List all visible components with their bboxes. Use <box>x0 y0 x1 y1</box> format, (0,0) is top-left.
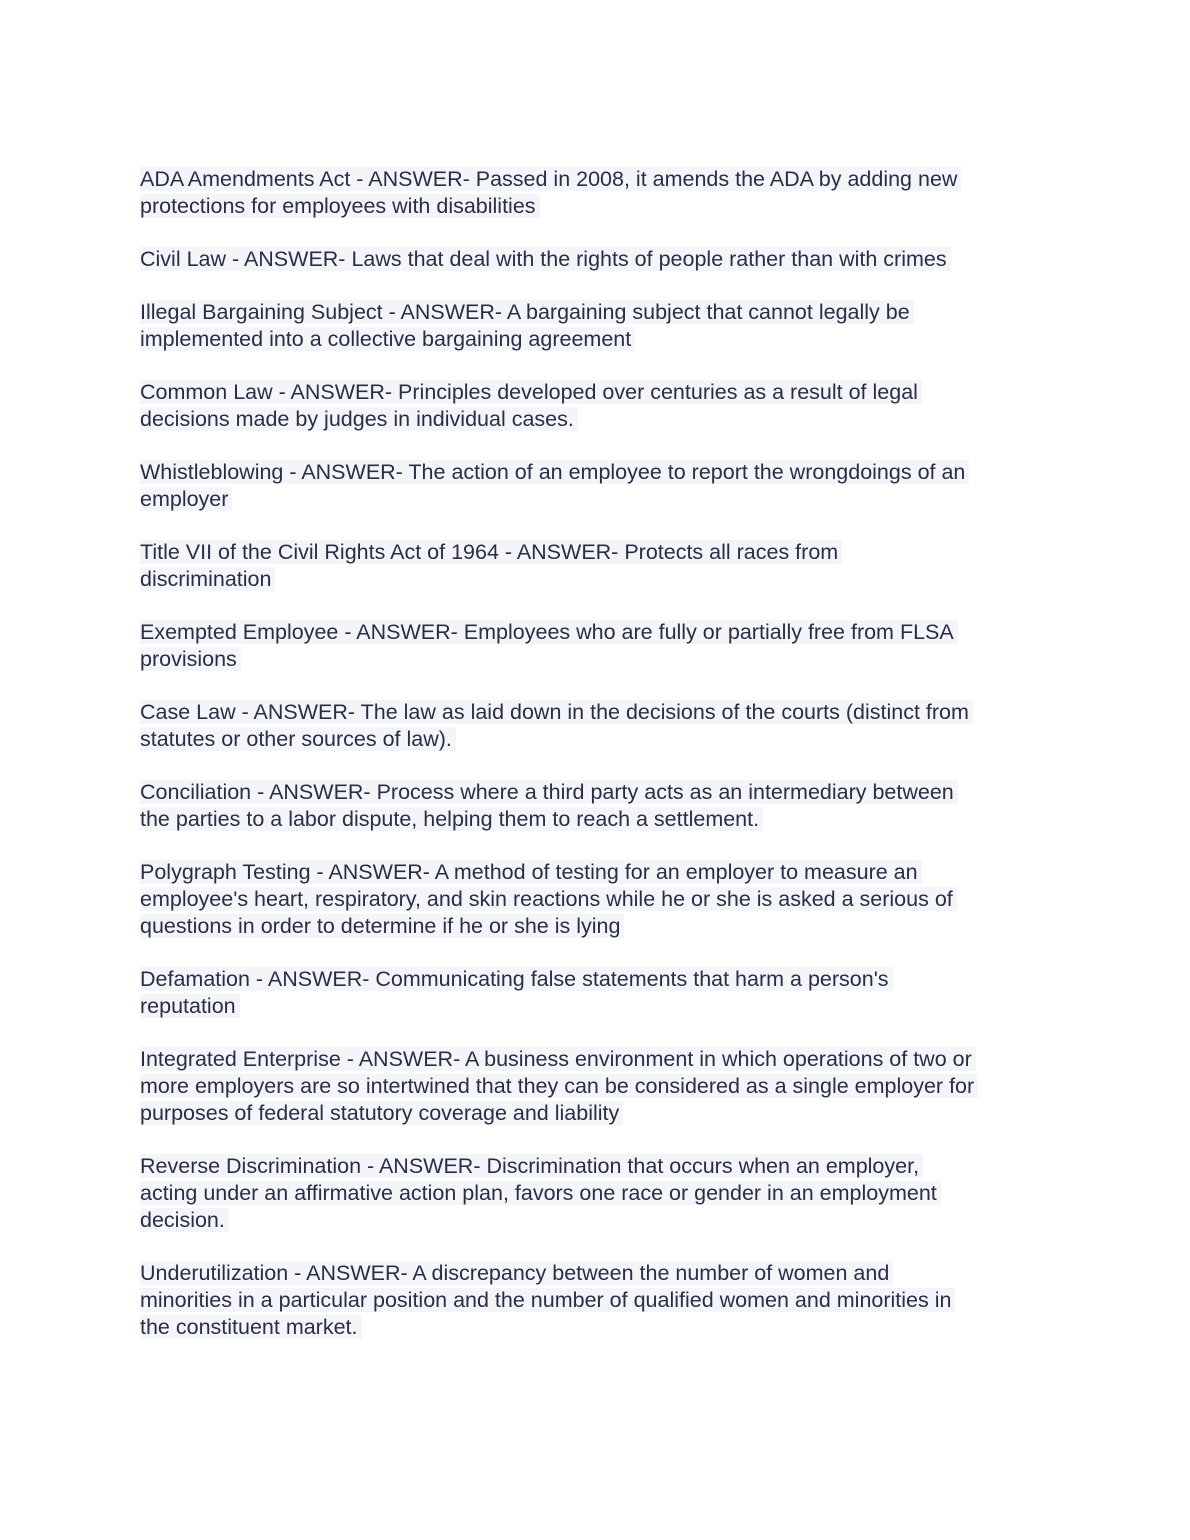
entry-line: acting under an affirmative action plan, favors one race or gender in an employment <box>140 1180 1060 1207</box>
entry-conciliation <box>140 779 1060 833</box>
entry-line: Integrated Enterprise - ANSWER- A business environment in which operations of two or <box>140 1046 1060 1073</box>
entry-ada-amendments-act <box>140 166 1060 220</box>
entry-underutilization <box>140 1260 1060 1341</box>
entry-integrated-enterprise <box>140 1046 1060 1127</box>
entry-line: Reverse Discrimination - ANSWER- Discrimination that occurs when an employer, <box>140 1153 1060 1180</box>
entry-defamation <box>140 966 1060 1020</box>
entry-illegal-bargaining-subject <box>140 299 1060 353</box>
flashcard-list <box>140 166 1060 1367</box>
entry-line: protections for employees with disabilities <box>140 193 1060 220</box>
entry-line: statutes or other sources of law). <box>140 726 1060 753</box>
entry-polygraph-testing <box>140 859 1060 940</box>
entry-line: reputation <box>140 993 1060 1020</box>
entry-line: ADA Amendments Act - ANSWER- Passed in 2008, it amends the ADA by adding new <box>140 166 1060 193</box>
entry-line: Polygraph Testing - ANSWER- A method of testing for an employer to measure an <box>140 859 1060 886</box>
entry-line: Case Law - ANSWER- The law as laid down in the decisions of the courts (distinct from <box>140 699 1060 726</box>
entry-case-law <box>140 699 1060 753</box>
entry-line: Whistleblowing - ANSWER- The action of an employee to report the wrongdoings of an <box>140 459 1060 486</box>
entry-line: the constituent market. <box>140 1314 1060 1341</box>
entry-line: decision. <box>140 1207 1060 1234</box>
entry-line: Illegal Bargaining Subject - ANSWER- A bargaining subject that cannot legally be <box>140 299 1060 326</box>
entry-line: employee's heart, respiratory, and skin reactions while he or she is asked a serious of <box>140 886 1060 913</box>
entry-line: decisions made by judges in individual cases. <box>140 406 1060 433</box>
entry-line: Conciliation - ANSWER- Process where a third party acts as an intermediary between <box>140 779 1060 806</box>
entry-common-law <box>140 379 1060 433</box>
entry-whistleblowing <box>140 459 1060 513</box>
entry-line: provisions <box>140 646 1060 673</box>
entry-line: purposes of federal statutory coverage and liability <box>140 1100 1060 1127</box>
entry-line: questions in order to determine if he or she is lying <box>140 913 1060 940</box>
entry-civil-law <box>140 246 1060 273</box>
entry-line: Underutilization - ANSWER- A discrepancy between the number of women and <box>140 1260 1060 1287</box>
entry-line: minorities in a particular position and the number of qualified women and minorities in <box>140 1287 1060 1314</box>
entry-line: discrimination <box>140 566 1060 593</box>
entry-line: the parties to a labor dispute, helping them to reach a settlement. <box>140 806 1060 833</box>
entry-line: employer <box>140 486 1060 513</box>
entry-line: Common Law - ANSWER- Principles developed over centuries as a result of legal <box>140 379 1060 406</box>
entry-line: Defamation - ANSWER- Communicating false statements that harm a person's <box>140 966 1060 993</box>
entry-line: implemented into a collective bargaining agreement <box>140 326 1060 353</box>
entry-line: Civil Law - ANSWER- Laws that deal with the rights of people rather than with crimes <box>140 246 1060 273</box>
entry-line: more employers are so intertwined that they can be considered as a single employer for <box>140 1073 1060 1100</box>
entry-line: Title VII of the Civil Rights Act of 1964 - ANSWER- Protects all races from <box>140 539 1060 566</box>
entry-title-vii <box>140 539 1060 593</box>
entry-reverse-discrimination <box>140 1153 1060 1234</box>
entry-exempted-employee <box>140 619 1060 673</box>
entry-line: Exempted Employee - ANSWER- Employees who are fully or partially free from FLSA <box>140 619 1060 646</box>
